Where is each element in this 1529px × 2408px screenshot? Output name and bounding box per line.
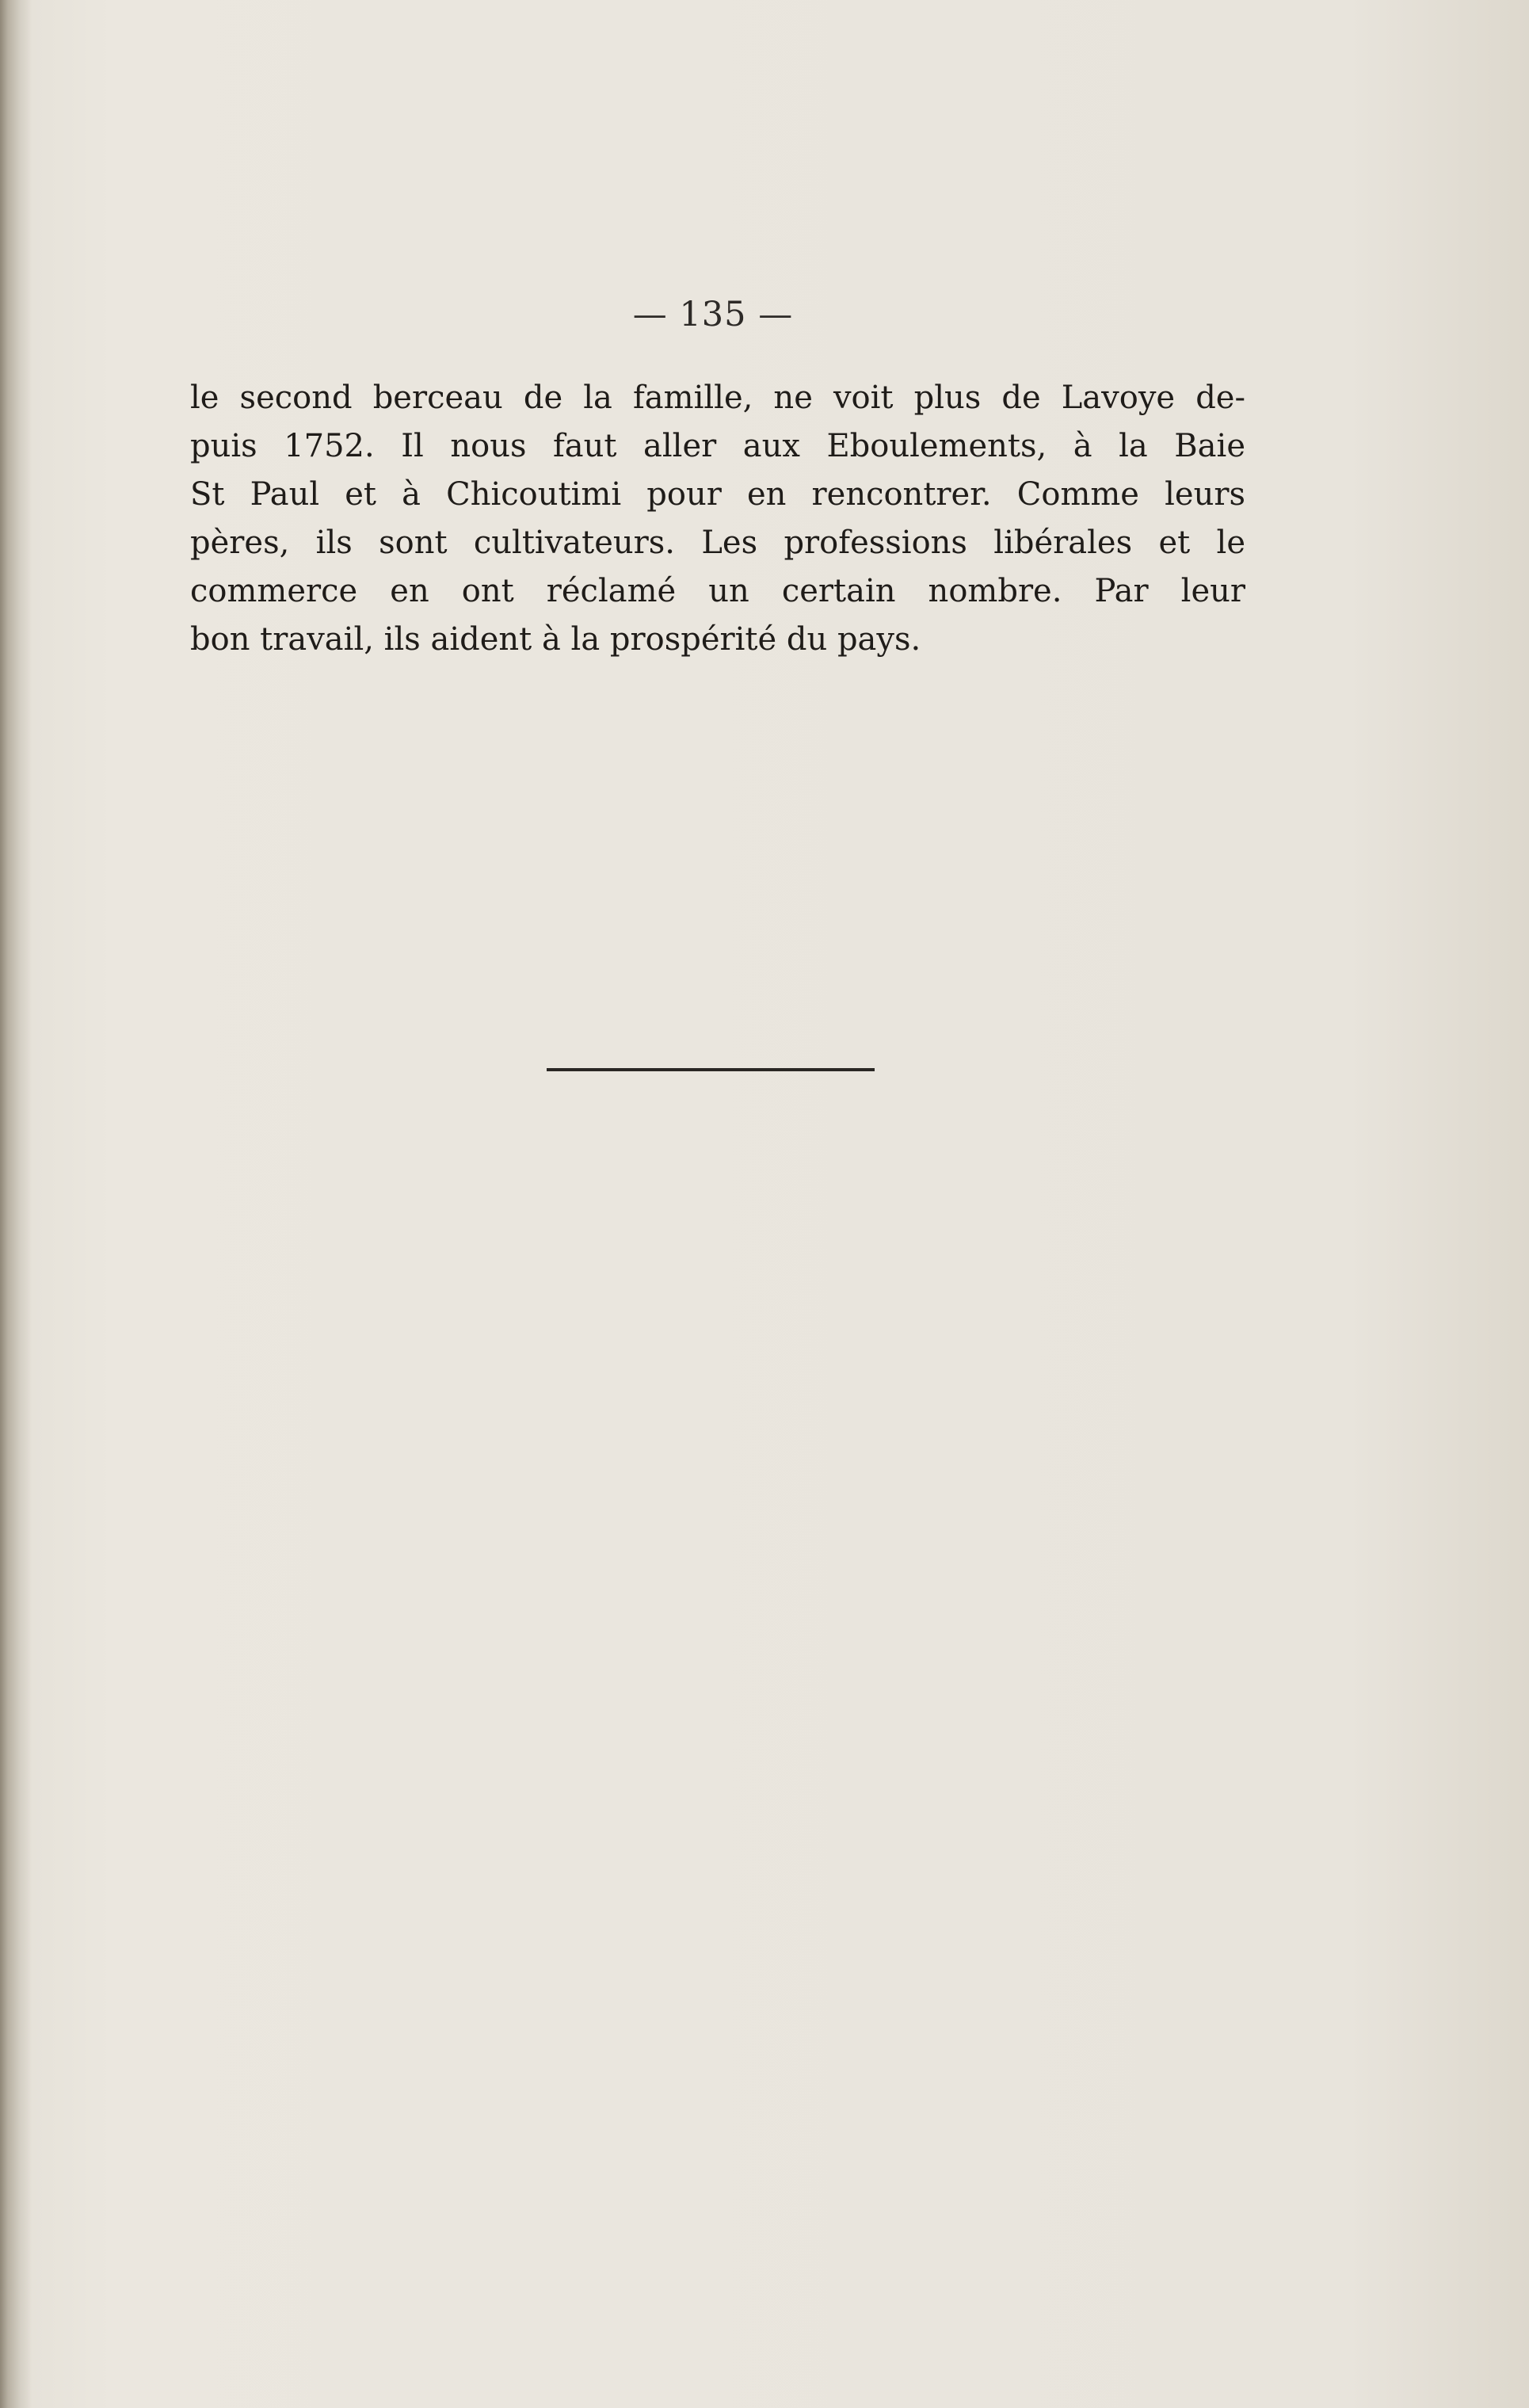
text-line: le second berceau de la famille, ne voit plus de Lavoye de-: [190, 380, 1245, 416]
section-divider: [547, 1068, 875, 1071]
text-line: pères, ils sont cultivateurs. Les professions libérales et le: [190, 525, 1245, 561]
text-line: commerce en ont réclamé un certain nombre. Par leur: [190, 573, 1245, 609]
page-number: — 135 —: [632, 295, 794, 334]
paragraph: [190, 374, 1245, 664]
text-line: bon travail, ils aident à la prospérité du pays.: [190, 621, 921, 658]
text-line: St Paul et à Chicoutimi pour en rencontrer. Comme leurs: [190, 476, 1245, 513]
text-line: puis 1752. Il nous faut aller aux Eboulements, à la Baie: [190, 428, 1245, 464]
binding-edge: [0, 0, 32, 2408]
